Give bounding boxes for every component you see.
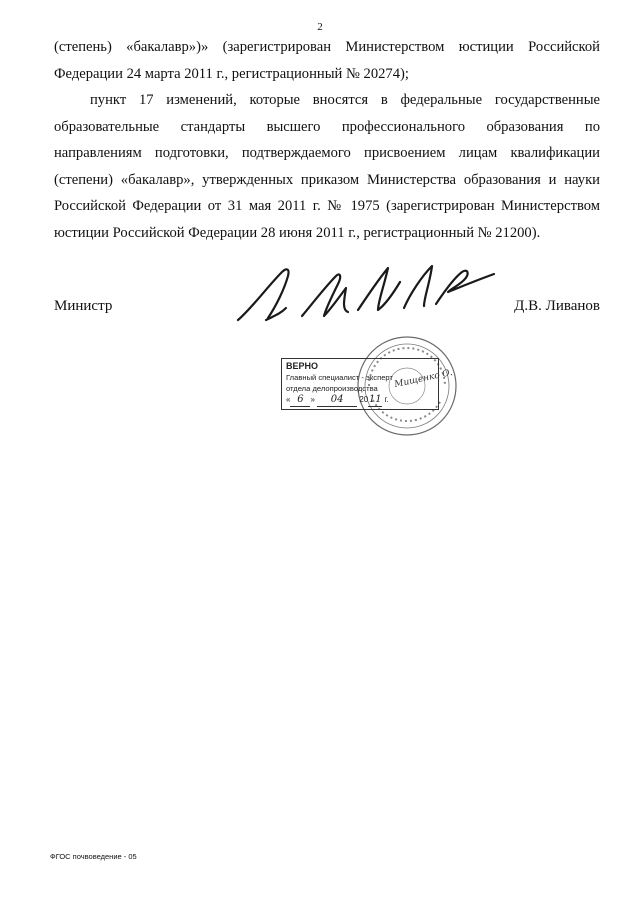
footer-label: ФГОС почвоведение - 05: [50, 852, 137, 861]
stamp-date-suffix: г.: [384, 395, 389, 404]
handwritten-signature: [232, 258, 502, 328]
stamp-date-day: 6: [290, 394, 310, 407]
paragraph-item-17: пункт 17 изменений, которые вносятся в федеральные государственные образовательные стандарты высшего профессионального образования по направлениям подготовки, подтверждаемого присвоением лицам квалификации (степени) «бакалавр», утвержденных приказом Министерства образования и науки Российской Федерации от 31 мая 2011 г. № 1975 (зарегистрирован Министерством юстиции Российской Федерации 28 июня 2011 г., регистрационный № 21200).: [54, 92, 600, 241]
stamp-date-year-prefix: 20: [359, 395, 369, 404]
stamp-title: ВЕРНО: [286, 361, 319, 371]
minister-title: Министр: [54, 298, 113, 314]
stamp-department: отдела делопроизводства: [286, 384, 378, 393]
page-number: 2: [317, 21, 323, 33]
stamp-date-year: 11: [368, 394, 382, 405]
stamp-date: « 6 » 04 2011 г.: [286, 394, 389, 405]
stamp-date-month: 04: [317, 394, 357, 407]
stamp-handwritten-initials: Мищенко О.: [393, 367, 454, 391]
paragraph-continuation: (степень) «бакалавр»)» (зарегистрирован Министерством юстиции Российской Федерации 24 марта 2011 г., регистрационный № 20274);: [54, 39, 600, 82]
minister-name: Д.В. Ливанов: [514, 298, 600, 314]
stamp-position: Главный специалист - эксперт: [286, 373, 393, 382]
